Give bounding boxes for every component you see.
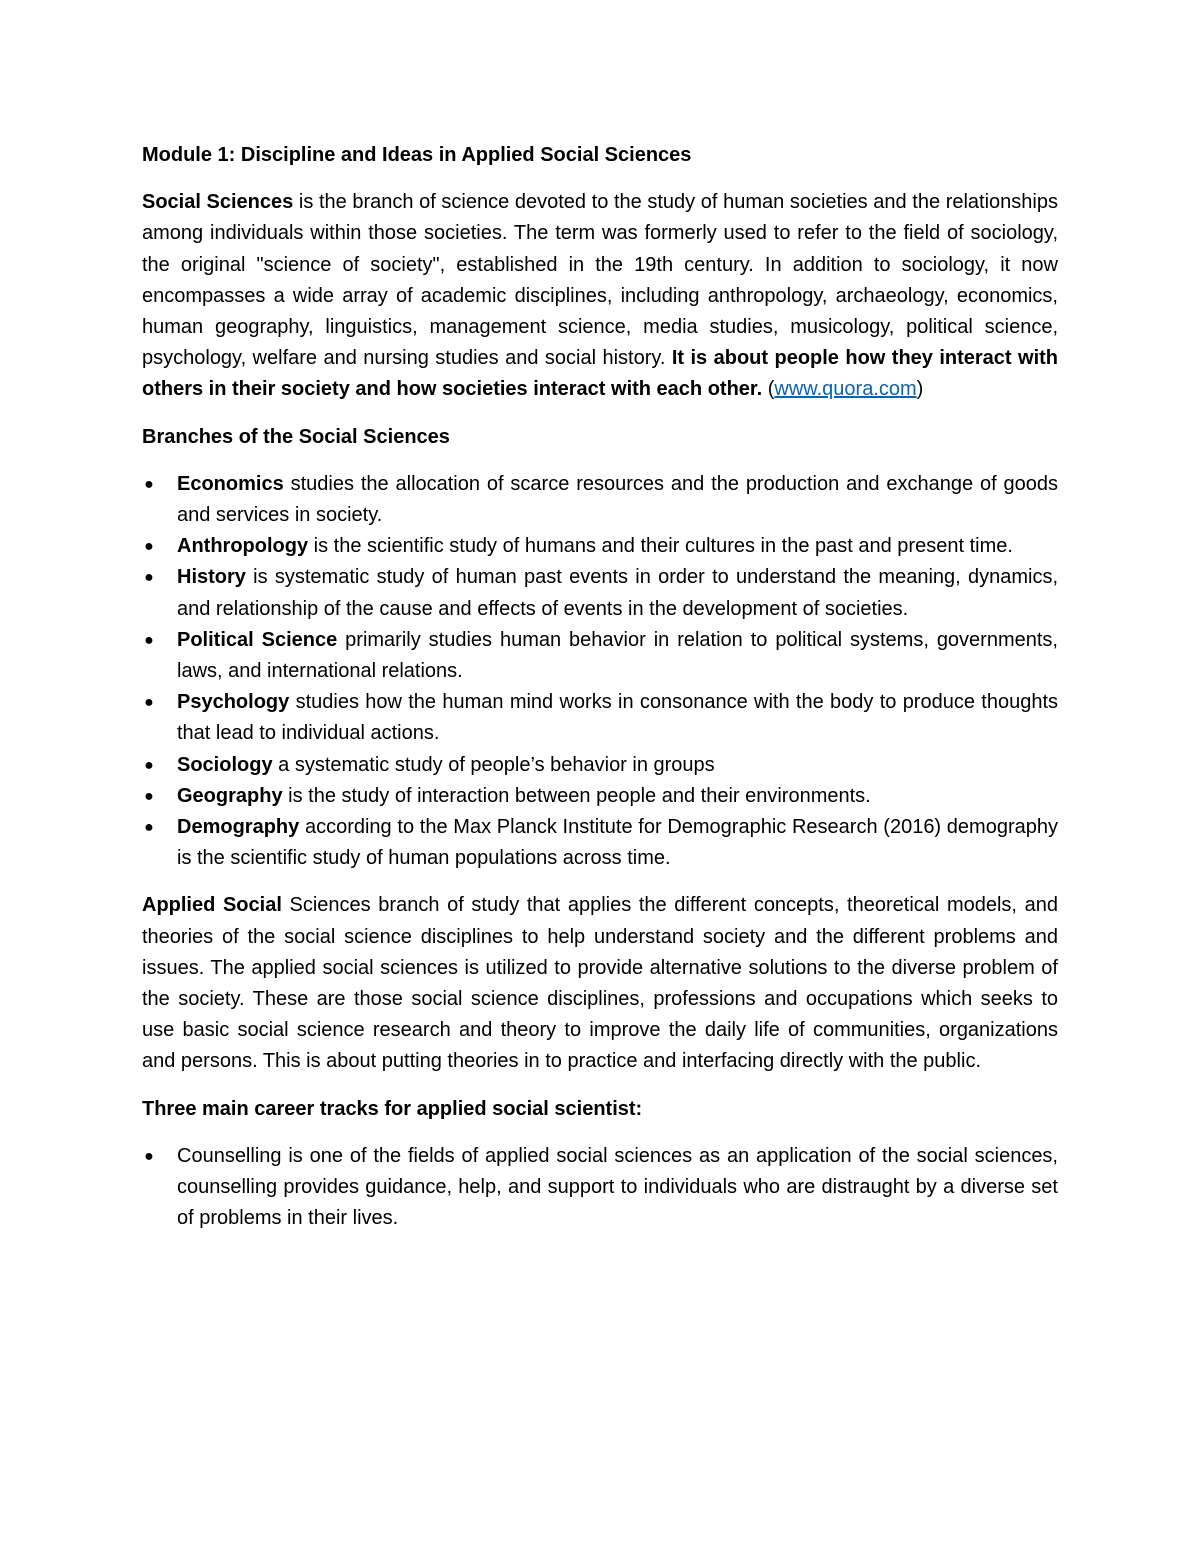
bullet-icon: ● (144, 1147, 154, 1165)
bullet-icon: ● (144, 819, 154, 837)
branch-text: studies the allocation of scarce resources and the production and exchange of goods and services in society. (177, 472, 1058, 527)
bullet-icon: ● (144, 694, 154, 712)
branch-text: is the study of interaction between people and their environments. (282, 784, 871, 807)
branch-item-demography (142, 812, 1058, 874)
branch-text: is systematic study of human past events in order to understand the meaning, dynamics, and relationship of the cause and effects of events in the development of societies. (177, 566, 1058, 620)
career-text: Counselling is one of the fields of applied social sciences as an application of the social sciences, counselling provides guidance, help, and support to individuals who are distraught by a diverse set of problems in their lives. (177, 1144, 1058, 1230)
branch-item-anthropology (142, 531, 1058, 562)
bullet-icon: ● (144, 631, 154, 649)
careers-list (142, 1141, 1058, 1235)
branch-text: studies how the human mind works in consonance with the body to produce thoughts that lead to individual actions. (177, 691, 1058, 745)
bullet-icon: ● (144, 569, 154, 587)
branch-term: Political Science (177, 628, 338, 651)
branch-term: Sociology (177, 753, 273, 776)
branch-term: Anthropology (177, 535, 309, 558)
branch-text: primarily studies human behavior in relation to political systems, governments, laws, and international relations. (177, 628, 1058, 683)
intro-term: Social Sciences (142, 191, 294, 214)
bullet-icon: ● (144, 538, 154, 556)
module-title: Module 1: Discipline and Ideas in Applied Social Sciences (142, 144, 692, 166)
bullet-icon: ● (144, 787, 154, 805)
branch-item-psychology (142, 687, 1058, 749)
document-page (142, 140, 1058, 1251)
source-link[interactable]: www.quora.com (774, 378, 917, 401)
branch-item-political-science (142, 625, 1058, 687)
branch-item-history (142, 562, 1058, 624)
bullet-icon: ● (144, 756, 154, 774)
intro-bold-text: It is about people how they interact with others in their society and how societies interact with each other. (142, 347, 1058, 401)
branch-term: Demography (177, 816, 300, 839)
branch-text: a systematic study of people’s behavior in groups (272, 753, 715, 776)
link-open-paren: ( (762, 378, 775, 401)
branch-term: Geography (177, 784, 283, 807)
branch-item-economics (142, 469, 1058, 531)
applied-paragraph (142, 890, 1058, 1077)
branch-item-geography (142, 781, 1058, 812)
branch-term: History (177, 566, 246, 589)
branch-term: Economics (177, 472, 284, 495)
branches-heading: Branches of the Social Sciences (142, 425, 450, 448)
intro-paragraph (142, 187, 1058, 405)
branch-term: Psychology (177, 691, 290, 714)
branch-item-sociology (142, 750, 1058, 781)
bullet-icon: ● (144, 475, 154, 493)
branches-list (142, 469, 1058, 875)
branch-text: according to the Max Planck Institute for Demographic Research (2016) demography is the scientific study of human populations across time. (177, 816, 1058, 870)
career-item-counselling (142, 1141, 1058, 1235)
link-close-paren: ) (916, 378, 924, 401)
intro-text: is the branch of science devoted to the study of human societies and the relationships among individuals within those societies. The term was formerly used to refer to the field of sociology, the original "science of society", established in the 19th century. In addition to sociology, it now encompasses a wide array of academic disciplines, including anthropology, archaeology, economics, human geography, linguistics, management science, media studies, musicology, political science, psychology, welfare and nursing studies and social history. (142, 191, 1058, 370)
careers-heading: Three main career tracks for applied social scientist: (142, 1097, 643, 1120)
applied-term: Applied Social (142, 894, 282, 917)
applied-text: Sciences branch of study that applies the different concepts, theoretical models, and theories of the social science disciplines to help understand society and the different problems and issues. The applied social sciences is utilized to provide alternative solutions to the diverse problem of the society. These are those social science disciplines, professions and occupations which seeks to use basic social science research and theory to improve the daily life of communities, organizations and persons. This is about putting theories in to practice and interfacing directly with the public. (142, 894, 1058, 1073)
branch-text: is the scientific study of humans and their cultures in the past and present time. (308, 535, 1013, 558)
